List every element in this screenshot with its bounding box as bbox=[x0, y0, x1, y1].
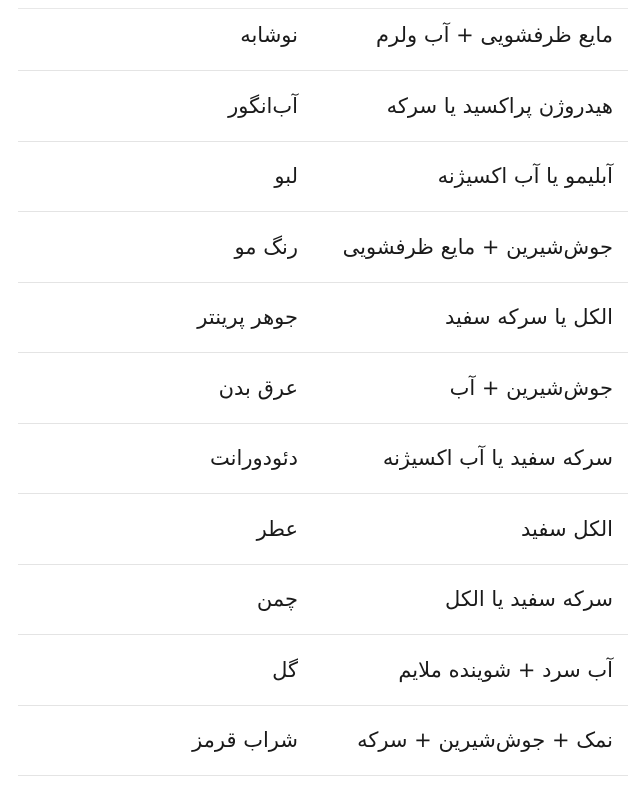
table-row bbox=[18, 71, 628, 142]
solution-cell: آب سرد + شوینده ملایم bbox=[398, 657, 613, 682]
solution-cell: سرکه سفید یا الکل bbox=[444, 587, 613, 612]
stain-cell: چمن bbox=[256, 587, 298, 612]
stain-cell: جوهر پرینتر bbox=[197, 305, 298, 330]
stain-cell: آب‌انگور bbox=[228, 93, 298, 118]
solution-cell: هیدروژن پراکسید یا سرکه bbox=[386, 93, 613, 118]
solution-cell: جوش‌شیرین + مایع ظرفشویی bbox=[342, 234, 613, 259]
stain-cell: لبو bbox=[274, 164, 298, 189]
solution-cell: الکل سفید bbox=[521, 516, 613, 541]
solution-cell: آبلیمو یا آب اکسیژنه bbox=[437, 164, 613, 189]
stain-cell: عطر bbox=[256, 516, 298, 541]
table-row bbox=[18, 424, 628, 495]
table-row bbox=[18, 0, 628, 71]
table-row bbox=[18, 635, 628, 706]
solution-cell: مایع ظرفشویی + آب ولرم bbox=[376, 23, 613, 47]
solution-cell: الکل یا سرکه سفید bbox=[444, 305, 613, 330]
table-row bbox=[18, 565, 628, 636]
stain-cell: نوشابه bbox=[240, 23, 298, 47]
solution-cell: سرکه سفید یا آب اکسیژنه bbox=[382, 446, 613, 471]
table-row bbox=[18, 706, 628, 777]
solution-cell: نمک + جوش‌شیرین + سرکه bbox=[357, 728, 613, 753]
table-row bbox=[18, 142, 628, 213]
stain-cell: شراب قرمز bbox=[192, 728, 298, 753]
table-row bbox=[18, 212, 628, 283]
stain-removal-table bbox=[18, 0, 628, 776]
solution-cell: جوش‌شیرین + آب bbox=[449, 375, 613, 400]
table-row bbox=[18, 353, 628, 424]
table-row bbox=[18, 283, 628, 354]
stain-cell: دئودورانت bbox=[210, 446, 298, 471]
table-row bbox=[18, 494, 628, 565]
stain-cell: عرق بدن bbox=[218, 375, 298, 400]
stain-cell: رنگ مو bbox=[234, 234, 298, 259]
stain-cell: گل bbox=[272, 657, 298, 682]
